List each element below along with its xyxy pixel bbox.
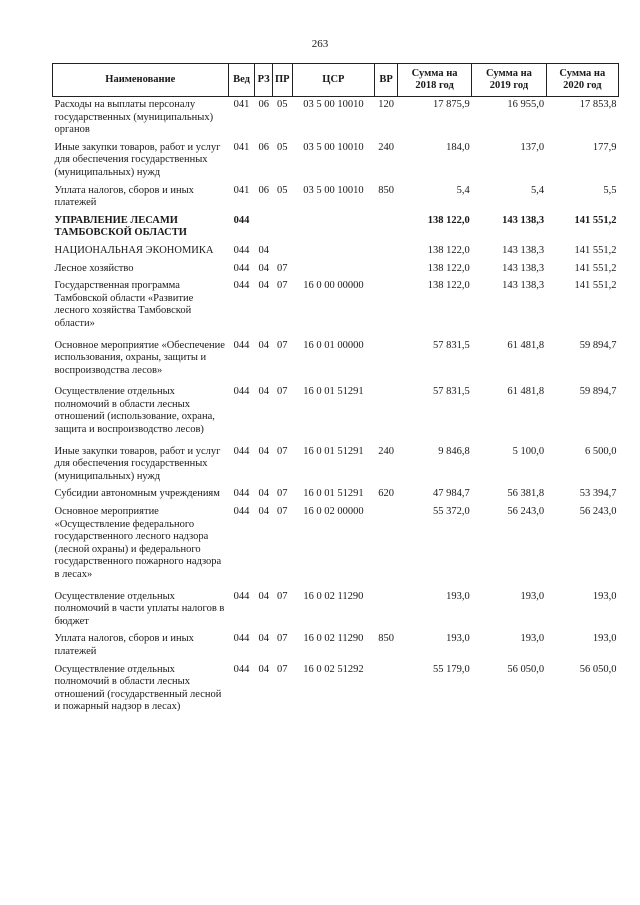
- budget-table: [52, 63, 619, 717]
- header-vr: ВР: [375, 64, 398, 97]
- row-sum-2020: 193,0: [592, 633, 617, 645]
- row-sum-2018: 55 372,0: [433, 506, 470, 518]
- row-vr: 850: [378, 184, 394, 196]
- row-vr: 120: [378, 99, 394, 110]
- row-sum-2018: 55 179,0: [433, 663, 470, 675]
- row-sum-2019: 143 138,3: [502, 280, 545, 292]
- row-vr: 850: [378, 633, 394, 645]
- row-rz: 04: [258, 590, 269, 602]
- row-sum-2020: 6 500,0: [585, 445, 617, 457]
- row-pr: 07: [277, 633, 288, 645]
- row-csr: 16 0 01 51291: [303, 488, 364, 500]
- row-csr: 03 5 00 10010: [303, 141, 364, 153]
- row-csr: 03 5 00 10010: [303, 184, 364, 196]
- row-vr: [375, 380, 398, 439]
- row-csr: 16 0 01 51291: [303, 445, 364, 457]
- table-row-department: [53, 213, 619, 243]
- row-rz: 06: [258, 141, 269, 153]
- row-name: Субсидии автономным учреждениям: [54, 488, 220, 500]
- table-row: [53, 631, 619, 661]
- row-sum-2018: 47 984,7: [433, 488, 470, 500]
- row-csr: 03 5 00 10010: [303, 99, 364, 110]
- header-rz: РЗ: [255, 64, 273, 97]
- row-ved: 044: [233, 663, 250, 675]
- row-pr: 07: [277, 280, 288, 292]
- row-rz: [255, 213, 273, 243]
- row-sum-2019: 61 481,8: [507, 386, 545, 398]
- row-rz: 06: [258, 184, 269, 196]
- row-name: Уплата налогов, сборов и иных платежей: [54, 184, 194, 209]
- row-sum-2018: 138 122,0: [427, 244, 470, 256]
- row-pr: 07: [277, 339, 288, 351]
- row-csr: [292, 213, 375, 243]
- row-sum-2019: 143 138,3: [502, 262, 545, 274]
- row-pr: 07: [277, 506, 288, 518]
- row-ved: 044: [233, 214, 250, 226]
- row-sum-2019: 5 100,0: [512, 445, 545, 457]
- row-rz: 04: [258, 244, 269, 256]
- row-vr: [375, 213, 398, 243]
- row-sum-2020: 59 894,7: [579, 386, 617, 398]
- row-sum-2018: 57 831,5: [433, 339, 470, 351]
- row-ved: 041: [233, 184, 250, 196]
- row-sum-2019: 143 138,3: [502, 214, 545, 226]
- row-rz: 04: [258, 262, 269, 274]
- row-name: УПРАВЛЕНИЕ ЛЕСАМИ ТАМБОВСКОЙ ОБЛАСТИ: [54, 214, 187, 239]
- row-ved: 044: [233, 488, 250, 500]
- row-vr: [375, 662, 398, 717]
- row-name: Основное мероприятие «Обеспечение использования, охраны, защиты и воспроизводства лесов»: [54, 339, 225, 376]
- row-pr: 07: [277, 590, 288, 602]
- row-sum-2020: 56 243,0: [579, 506, 617, 518]
- row-rz: 04: [258, 339, 269, 351]
- row-rz: 04: [258, 386, 269, 398]
- row-pr: 07: [277, 386, 288, 398]
- table-row: [53, 440, 619, 487]
- row-ved: 041: [233, 99, 250, 110]
- row-sum-2020: 177,9: [592, 141, 617, 153]
- page-number: 263: [311, 38, 329, 50]
- header-pr: ПР: [272, 64, 292, 97]
- row-pr: 07: [277, 262, 288, 274]
- row-name: Государственная программа Тамбовской области «Развитие лесного хозяйства Тамбовской области»: [54, 280, 194, 329]
- row-pr: [272, 243, 292, 261]
- table-row: [53, 380, 619, 439]
- row-pr: 05: [277, 141, 288, 153]
- row-rz: 04: [258, 506, 269, 518]
- row-sum-2019: 61 481,8: [507, 339, 545, 351]
- row-vr: 240: [378, 445, 394, 457]
- table-row: [53, 140, 619, 183]
- table-row: [53, 97, 619, 140]
- row-pr: 07: [277, 488, 288, 500]
- row-sum-2020: 141 551,2: [574, 214, 617, 226]
- row-ved: 044: [233, 280, 250, 292]
- row-name: Осуществление отдельных полномочий в области лесных отношений (использование, охрана, защита и воспроизводство лесов): [54, 386, 215, 436]
- header-name: Наименование: [53, 64, 229, 97]
- row-vr: 240: [378, 141, 394, 153]
- row-ved: 041: [233, 141, 250, 153]
- header-sum-2020: Сумма на 2020 год: [546, 64, 618, 97]
- row-csr: 16 0 02 00000: [303, 506, 364, 518]
- row-name: Расходы на выплаты персоналу государственных (муниципальных) органов: [54, 99, 214, 136]
- row-csr: 16 0 02 11290: [303, 633, 364, 645]
- table-header-row: [53, 64, 619, 97]
- row-sum-2018: 138 122,0: [427, 280, 470, 292]
- row-sum-2018: 17 875,9: [433, 99, 470, 110]
- row-name: Осуществление отдельных полномочий в части уплаты налогов в бюджет: [54, 590, 225, 627]
- table-row: [53, 334, 619, 381]
- row-vr: [375, 278, 398, 333]
- row-name: Осуществление отдельных полномочий в области лесных отношений (государственный лесной и пожарный надзор в лесах): [54, 663, 222, 713]
- header-sum-2019: Сумма на 2019 год: [472, 64, 546, 97]
- row-sum-2019: 137,0: [520, 141, 545, 153]
- row-sum-2020: 17 853,8: [579, 99, 617, 110]
- header-sum-2018: Сумма на 2018 год: [397, 64, 471, 97]
- table-row: [53, 662, 619, 717]
- row-rz: 04: [258, 280, 269, 292]
- row-rz: 04: [258, 488, 269, 500]
- row-ved: 044: [233, 244, 250, 256]
- row-rz: 04: [258, 445, 269, 457]
- row-sum-2020: 59 894,7: [579, 339, 617, 351]
- row-sum-2018: 138 122,0: [427, 262, 470, 274]
- table-row: [53, 486, 619, 504]
- row-sum-2019: 5,4: [531, 184, 545, 196]
- row-name: Иные закупки товаров, работ и услуг для обеспечения государственных (муниципальных) нужд: [54, 445, 221, 482]
- row-sum-2019: 56 381,8: [507, 488, 545, 500]
- row-ved: 044: [233, 590, 250, 602]
- row-name: НАЦИОНАЛЬНАЯ ЭКОНОМИКА: [54, 244, 214, 256]
- row-ved: 044: [233, 633, 250, 645]
- row-ved: 044: [233, 339, 250, 351]
- row-sum-2020: 141 551,2: [574, 262, 617, 274]
- row-sum-2020: 53 394,7: [579, 488, 617, 500]
- row-ved: 044: [233, 262, 250, 274]
- row-csr: [292, 261, 375, 279]
- row-sum-2018: 193,0: [446, 633, 470, 645]
- row-sum-2018: 9 846,8: [438, 445, 470, 457]
- header-csr: ЦСР: [292, 64, 375, 97]
- row-vr: 620: [378, 488, 394, 500]
- row-csr: [292, 243, 375, 261]
- row-csr: 16 0 02 51292: [303, 663, 364, 675]
- row-sum-2018: 184,0: [446, 141, 470, 153]
- row-pr: 05: [277, 99, 288, 110]
- table-row: [53, 278, 619, 333]
- table-row: [53, 261, 619, 279]
- row-sum-2018: 5,4: [456, 184, 470, 196]
- row-vr: [375, 334, 398, 381]
- row-ved: 044: [233, 506, 250, 518]
- row-sum-2019: 56 243,0: [507, 506, 545, 518]
- row-pr: 05: [277, 184, 288, 196]
- row-name: Основное мероприятие «Осуществление федерального государственного лесного надзора (лесной охраны) и федерального государственного пожарного надзора в лесах»: [54, 506, 222, 580]
- row-csr: 16 0 02 11290: [303, 590, 364, 602]
- row-pr: [272, 213, 292, 243]
- row-name: Лесное хозяйство: [54, 262, 134, 274]
- row-csr: 16 0 01 51291: [303, 386, 364, 398]
- row-sum-2019: 143 138,3: [502, 244, 545, 256]
- row-vr: [375, 261, 398, 279]
- row-sum-2020: 193,0: [592, 590, 617, 602]
- row-sum-2020: 56 050,0: [579, 663, 617, 675]
- row-sum-2018: 138 122,0: [427, 214, 470, 226]
- row-name: Иные закупки товаров, работ и услуг для обеспечения государственных (муниципальных) нужд: [54, 141, 221, 178]
- row-pr: 07: [277, 663, 288, 675]
- row-sum-2018: 193,0: [446, 590, 470, 602]
- row-pr: 07: [277, 445, 288, 457]
- row-ved: 044: [233, 445, 250, 457]
- row-sum-2019: 56 050,0: [507, 663, 545, 675]
- row-sum-2020: 5,5: [603, 184, 617, 196]
- row-sum-2019: 16 955,0: [507, 99, 545, 110]
- row-vr: [375, 585, 398, 632]
- row-ved: 044: [233, 386, 250, 398]
- row-name: Уплата налогов, сборов и иных платежей: [54, 633, 194, 657]
- row-vr: [375, 504, 398, 585]
- row-rz: 04: [258, 663, 269, 675]
- row-csr: 16 0 01 00000: [303, 339, 364, 351]
- table-row: [53, 585, 619, 632]
- row-rz: 04: [258, 633, 269, 645]
- row-vr: [375, 243, 398, 261]
- row-sum-2018: 57 831,5: [433, 386, 470, 398]
- row-csr: 16 0 00 00000: [303, 280, 364, 292]
- row-sum-2019: 193,0: [520, 590, 545, 602]
- table-row: [53, 183, 619, 213]
- header-ved: Вед: [228, 64, 255, 97]
- table-row: [53, 243, 619, 261]
- row-sum-2019: 193,0: [520, 633, 545, 645]
- row-sum-2020: 141 551,2: [574, 244, 617, 256]
- row-sum-2020: 141 551,2: [574, 280, 617, 292]
- row-rz: 06: [258, 99, 269, 110]
- table-row: [53, 504, 619, 585]
